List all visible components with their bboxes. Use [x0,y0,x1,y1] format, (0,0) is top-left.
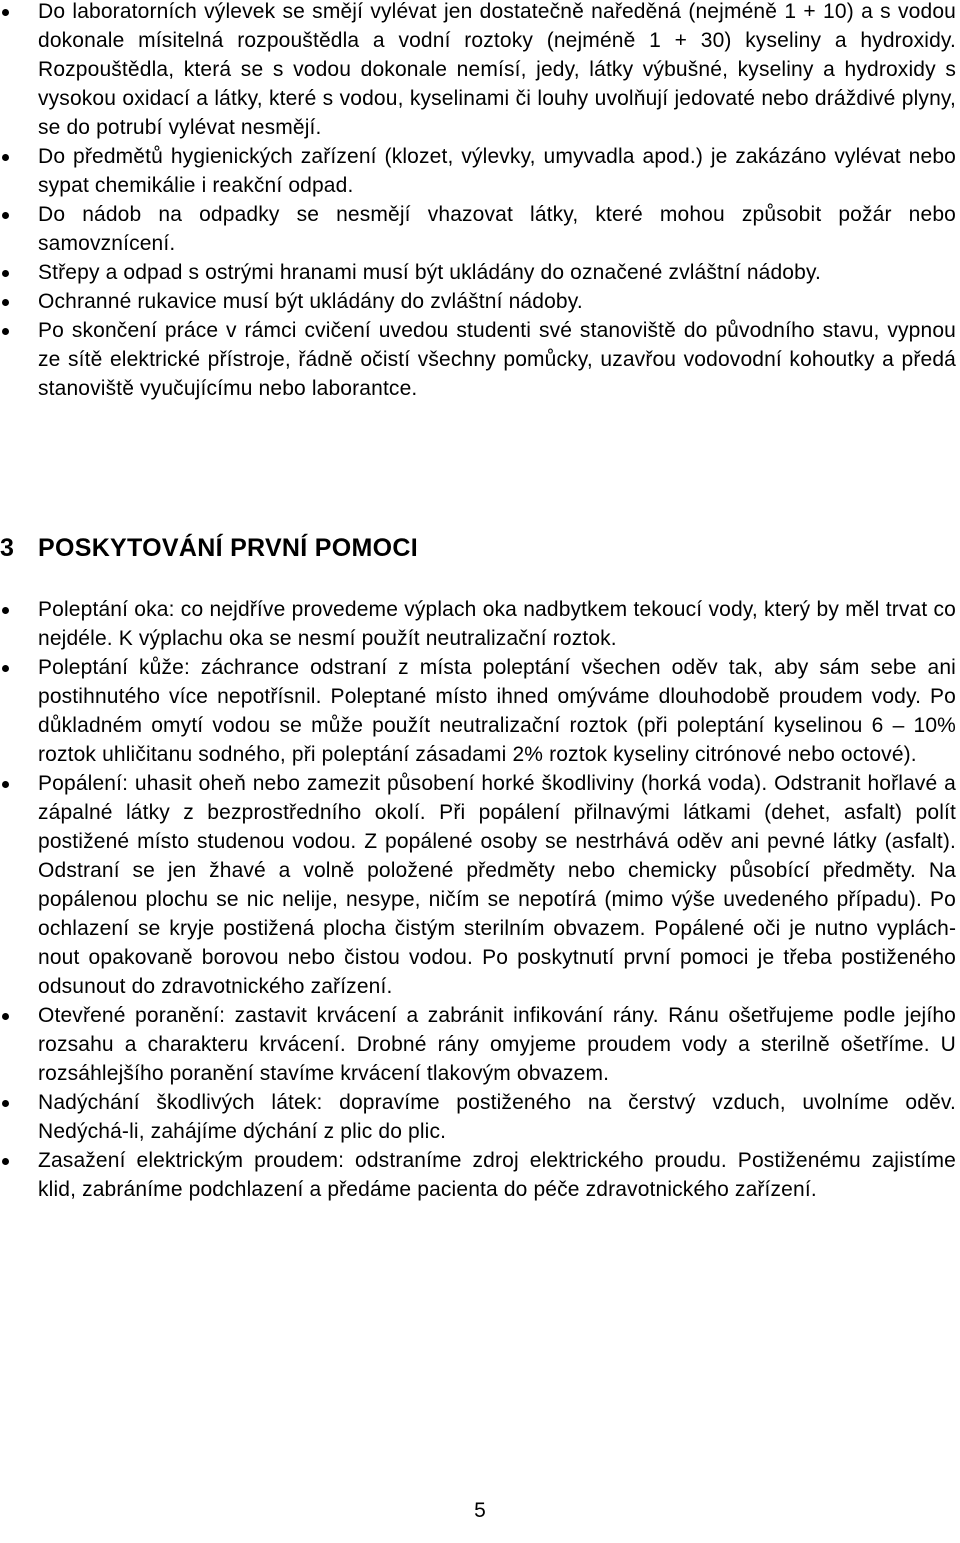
bullet-icon [2,1013,9,1020]
list-item [0,1001,960,1088]
list-item [0,258,960,287]
list-item [0,1088,960,1146]
bullet-icon [2,212,9,219]
list-item [0,653,960,769]
list-item-text: Do laboratorních výlevek se smějí vylévat jen dostatečně naředěná (nejméně 1 + 10) a s vodou dokonale mísitelná rozpouštědla a vodní roztoky (nejméně 1 + 30) kyseliny a hydroxidy. Rozpouštědla, která se s vodou dokonale nemísí, jedy, látky výbušné, kyseliny a hydroxidy s vysokou oxidací a látky, které s vodou, kyselinami či louhy uvolňují jedovaté nebo dráždivé plyny, se do potrubí vylévat nesmějí. [38,0,956,139]
list-item [0,1146,960,1204]
section-heading [0,530,960,566]
bullet-icon [2,299,9,306]
first-aid-list [0,595,960,1204]
list-item [0,0,960,142]
list-item-text: Poleptání oka: co nejdříve provedeme výplach oka nadbytkem tekoucí vody, který by měl trvat co nejdéle. K výplachu oka se nesmí použít neutralizační roztok. [38,598,956,650]
bullet-icon [2,781,9,788]
list-item [0,142,960,200]
list-item [0,316,960,403]
lab-rules-list [0,0,960,403]
list-item-text: Do předmětů hygienických zařízení (klozet, výlevky, umyvadla apod.) je zakázáno vylévat nebo sypat chemikálie i reakční odpad. [38,145,956,197]
list-item [0,769,960,1001]
list-item-text: Ochranné rukavice musí být ukládány do zvláštní nádoby. [38,290,583,313]
bullet-icon [2,9,9,16]
list-item [0,595,960,653]
bullet-icon [2,328,9,335]
section-title: POSKYTOVÁNÍ PRVNÍ POMOCI [38,534,418,562]
bullet-icon [2,607,9,614]
list-item-text: Popálení: uhasit oheň nebo zamezit působení horké škodliviny (horká voda). Odstranit hořlavé a zápalné látky z bezprostředního okolí. Při popálení přilnavými látkami (dehet, asfalt) polít postižené místo studenou vodou. Z popálené osoby se nestrhává oděv ani pevné látky (asfalt). Odstraní se jen žhavé a volně položené předměty nebo chemicky působící předměty. Na popálenou plochu se nic nelije, nesype, ničím se nepotírá (mimo výše uvedeného případu). Po ochlazení se kryje postižená plocha čistým sterilním obvazem. Popálené oči je nutno vypláchnout opakovaně borovou nebo čistou vodou. Po poskytnutí první pomoci je třeba postiženého odsunout do zdravotnického zařízení. [38,772,956,998]
list-item-text: Do nádob na odpadky se nesmějí vhazovat látky, které mohou způsobit požár nebo samovznícení. [38,203,956,255]
list-item [0,287,960,316]
bullet-icon [2,270,9,277]
list-item-text: Nadýchání škodlivých látek: dopravíme postiženého na čerstvý vzduch, uvolníme oděv. Nedýchá-li, zahájíme dýchání z plic do plic. [38,1091,956,1143]
bullet-icon [2,154,9,161]
bullet-icon [2,665,9,672]
bullet-icon [2,1158,9,1165]
bullet-icon [2,1100,9,1107]
list-item-text: Zasažení elektrickým proudem: odstraníme zdroj elektrického proudu. Postiženému zajistíme klid, zabráníme podchlazení a předáme pacienta do péče zdravotnického zařízení. [38,1149,956,1201]
list-item-text: Poleptání kůže: záchrance odstraní z místa poleptání všechen oděv tak, aby sám sebe ani postihnutého více nepotřísnil. Poleptané místo ihned omýváme dlouhodobě proudem vody. Po důkladném omytí vodou se může použít neutralizační roztok (při poleptání kyselinou 6 – 10% roztok uhličitanu sodného, při poleptání zásadami 2% roztok kyseliny citrónové nebo octové). [38,656,956,766]
list-item-text: Střepy a odpad s ostrými hranami musí být ukládány do označené zvláštní nádoby. [38,261,822,284]
section-number: 3 [0,534,15,562]
list-item-text: Po skončení práce v rámci cvičení uvedou studenti své stanoviště do původního stavu, vypnou ze sítě elektrické přístroje, řádně očistí všechny pomůcky, uzavřou vodovodní kohoutky a předá stanoviště vyučujícímu nebo laborantce. [38,319,956,400]
list-item [0,200,960,258]
page-number: 5 [474,1499,486,1522]
list-item-text: Otevřené poranění: zastavit krvácení a zabránit infikování rány. Ránu ošetřujeme podle jejího rozsahu a charakteru krvácení. Drobné rány omyjeme proudem vody a sterilně ošetříme. U rozsáhlejšího poranění stavíme krvácení tlakovým obvazem. [38,1004,956,1085]
